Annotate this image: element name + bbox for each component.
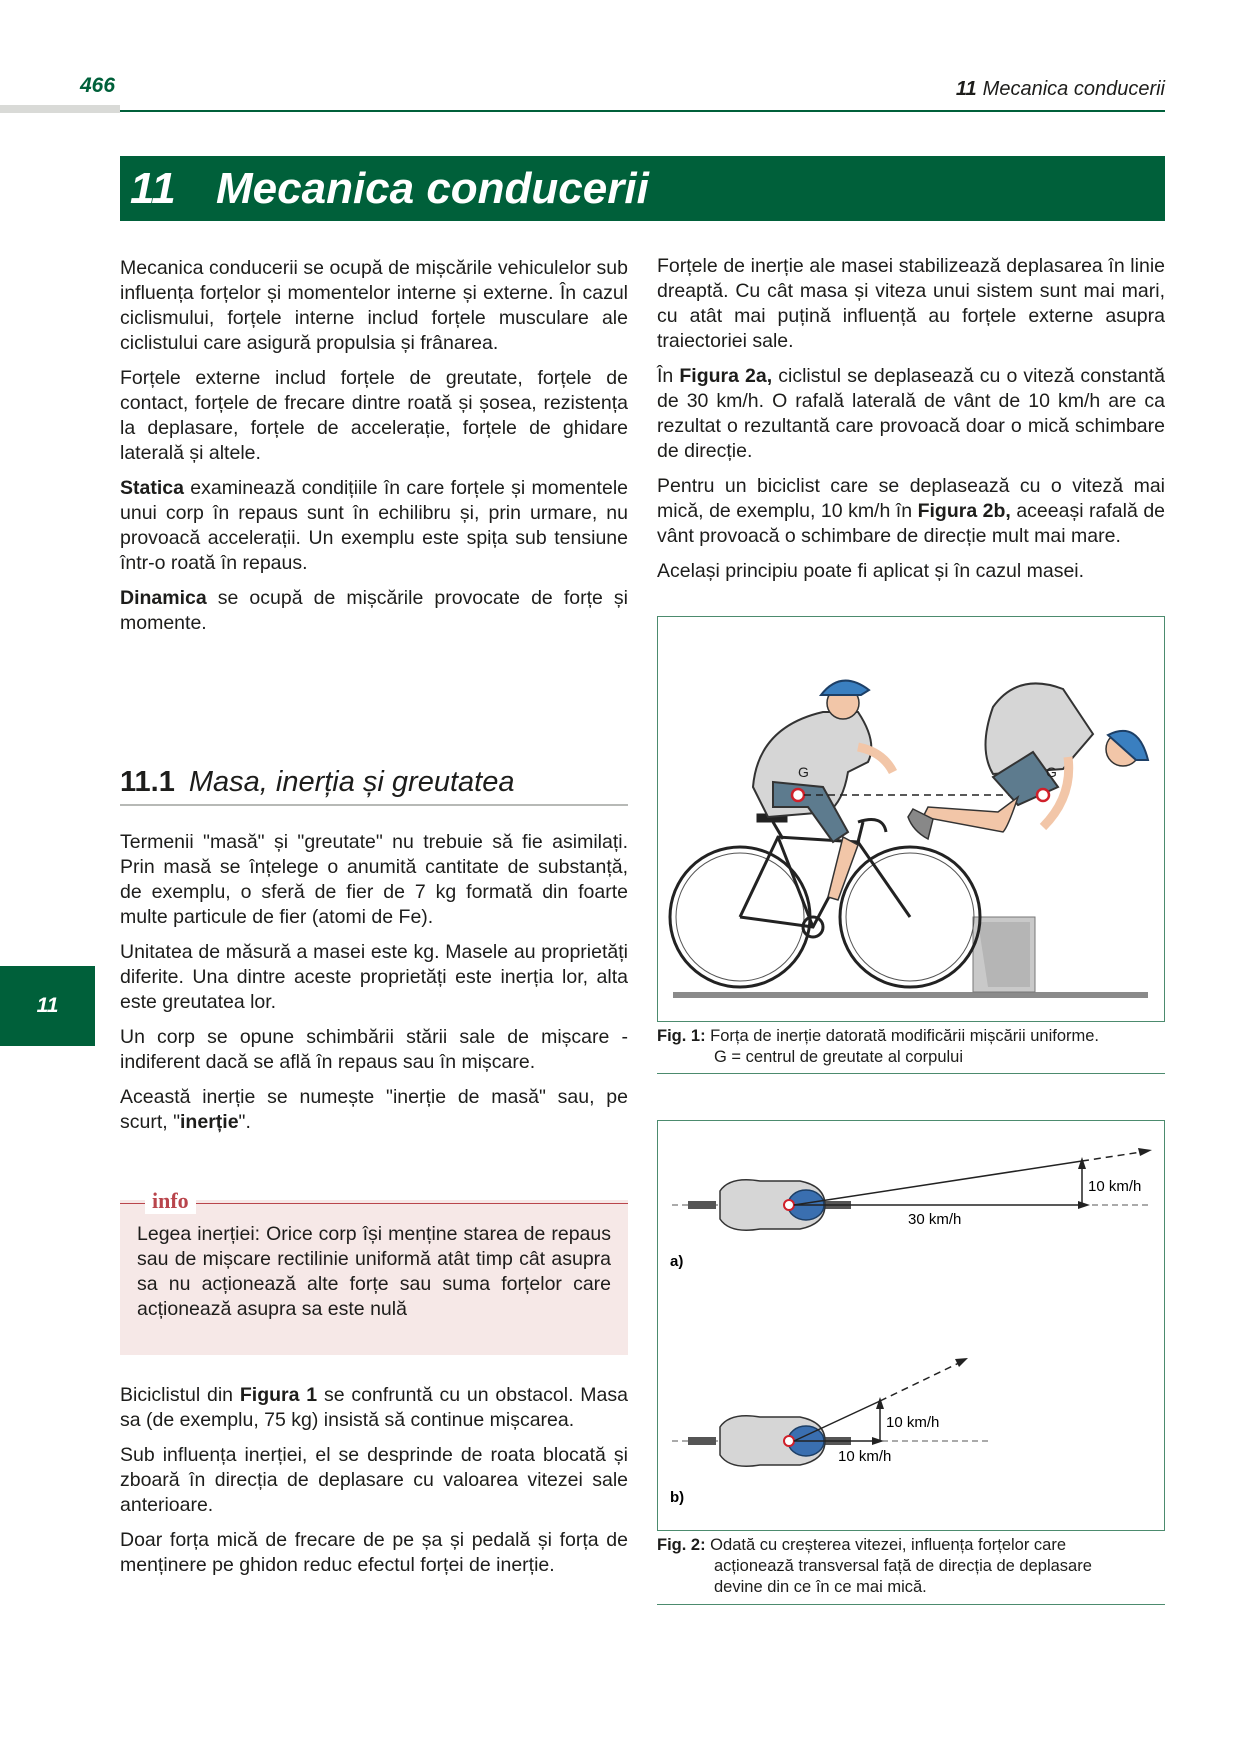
caption-text: acționează transversal față de direcția de deplasare [714, 1557, 1092, 1575]
header-rule [120, 110, 1165, 112]
chapter-number: 11 [130, 164, 176, 213]
info-label: info [145, 1188, 196, 1214]
wind-vector-diagrams [658, 1121, 1164, 1530]
paragraph: Mecanica conducerii se ocupă de mișcările vehiculelor sub influența forțelor și momentelor interne și externe. În cazul ciclismului, forțele interne includ forțele musculare ale ciclistului care asigură propulsia și frânarea. [120, 257, 628, 354]
paragraph-text: Această inerție se numește "inerție de masă" sau, pe scurt, " [120, 1086, 628, 1133]
chapter-side-tab: 11 [0, 966, 95, 1046]
term-inertie: inerție [180, 1111, 239, 1133]
lower-left-text [120, 1383, 628, 1588]
paragraph [657, 474, 1165, 549]
speed-label-b: 10 km/h [838, 1448, 892, 1465]
paragraph-text: se ocupă de mișcările provocate de forțe și momente. [120, 587, 628, 634]
paragraph [120, 1383, 628, 1433]
figure-1-caption [657, 1026, 1165, 1068]
wind-label-a: 10 km/h [1088, 1178, 1142, 1195]
figure-reference: Figura 2a, [679, 365, 773, 387]
resultant-vector-a [794, 1161, 1082, 1205]
arrow-head [1078, 1201, 1090, 1209]
figure-reference: Figura 2b, [917, 500, 1011, 522]
left-intro-text [120, 256, 628, 646]
paragraph [120, 476, 628, 576]
wind-label-b: 10 km/h [886, 1414, 940, 1431]
bicycle [670, 815, 980, 987]
center-of-gravity-marker [1037, 789, 1049, 801]
paragraph: Doar forța mică de frecare de pe șa și pedală și forța de menținere pe ghidon reduc efectul forței de inerție. [120, 1529, 628, 1576]
cyclist-obstacle-illustration [658, 617, 1164, 1021]
figure-2-caption [657, 1535, 1165, 1598]
term-dinamica: Dinamica [120, 587, 207, 609]
term-statica: Statica [120, 477, 184, 499]
caption-text: Odată cu creșterea vitezei, influența forțelor care [705, 1536, 1067, 1554]
paragraph [657, 364, 1165, 464]
paragraph: Un corp se opune schimbării stării sale de mișcare - indiferent dacă se află în repaus sau în mișcare. [120, 1026, 628, 1073]
resultant-extension-b [880, 1361, 963, 1401]
g-label-left: G [798, 764, 809, 780]
figure-2-label: Fig. 2: [657, 1536, 706, 1554]
section-heading [120, 764, 628, 806]
figure-1 [657, 616, 1165, 1022]
arrow-head [955, 1358, 968, 1367]
figure-1-label: Fig. 1: [657, 1027, 706, 1045]
info-text: Legea inerției: Orice corp își menține starea de repaus sau de mișcare rectilinie uniformă atât timp cât asupra sa nu acționează alte forțe sau suma forțelor care acționează asupra sa este nulă [137, 1223, 611, 1320]
section-text [120, 830, 628, 1145]
paragraph-text: ". [238, 1111, 251, 1133]
center-of-gravity-marker [792, 789, 804, 801]
info-rule [120, 1203, 628, 1204]
rider-thrown [908, 683, 1148, 839]
running-chapter-number: 11 [955, 78, 977, 100]
paragraph-text: aceeași rafală de vânt provoacă o schimbare de direcție mult mai mare. [657, 500, 1166, 547]
figure-2 [657, 1120, 1165, 1531]
header-grey-bar [0, 105, 120, 113]
speed-label-a: 30 km/h [908, 1211, 962, 1228]
section-title: Masa, inerția și greutatea [188, 766, 515, 798]
panel-label-a: a) [670, 1253, 684, 1270]
paragraph: Forțele de inerție ale masei stabilizează deplasarea în linie dreaptă. Cu cât masa și viteza unui sistem sunt mai mari, cu atât mai puțină influență au forțele externe asupra traiectoriei sale. [657, 255, 1165, 352]
rider-riding [753, 681, 893, 900]
paragraph: Același principiu poate fi aplicat și în cazul masei. [657, 560, 1085, 582]
paragraph: Unitatea de măsură a masei este kg. Masele au proprietăți diferite. Una dintre aceste proprietăți este inerția lor, alta este greutatea lor. [120, 941, 628, 1013]
section-number: 11.1 [120, 766, 175, 798]
page-number: 466 [80, 74, 116, 97]
paragraph [120, 586, 628, 636]
arrow-head [872, 1437, 884, 1445]
paragraph-text: ciclistul se deplasează cu o viteză constantă de 30 km/h. O rafală laterală de vânt de 10 km/h are ca rezultat o rezultantă care provoacă doar o mică schimbare de direcție. [657, 365, 1165, 462]
figure-reference: Figura 1 [239, 1384, 318, 1406]
paragraph-text: examinează condițiile în care forțele și momentele unui corp în repaus sunt în echilibru și, prin urmare, nu provoacă accelerații. Un exemplu este spița sub tensiune într-o roată în repaus. [120, 477, 628, 574]
caption-text: Forța de inerție datorată modificării mișcării uniforme. [705, 1027, 1099, 1045]
paragraph-text: Biciclistul din [120, 1384, 240, 1406]
running-header [956, 78, 1165, 101]
resultant-extension-a [1082, 1151, 1148, 1161]
caption-text: devine din ce în ce mai mică. [714, 1578, 927, 1596]
arrow-head [1138, 1148, 1152, 1156]
paragraph: Forțele externe includ forțele de greutate, forțele de contact, forțele de frecare dintre roată și șosea, rezistența la deplasare, forțele de accelerație, forțele de ghidare laterală și altele. [120, 367, 628, 464]
running-chapter-title: Mecanica conducerii [982, 78, 1165, 100]
ground [673, 992, 1148, 998]
paragraph-text: În [657, 365, 680, 387]
chapter-title: Mecanica conducerii [216, 164, 649, 213]
right-text [657, 254, 1165, 594]
caption-rule [657, 1604, 1165, 1605]
paragraph: Sub influența inerției, el se desprinde de roata blocată și zboară în direcția de deplasare cu valoarea vitezei sale anterioare. [120, 1444, 628, 1516]
g-label-right: G [1046, 764, 1057, 780]
paragraph [120, 1085, 628, 1135]
paragraph-text: Pentru un biciclist care se deplasează cu o viteză mai mică, de exemplu, 10 km/h în [657, 475, 1165, 522]
paragraph: Termenii "masă" și "greutate" nu trebuie să fie asimilați. Prin masă se înțelege o anumită cantitate de substanță, de exemplu, o sferă de fier de 7 kg formată din foarte multe particule de fier (atomi de Fe). [120, 831, 628, 928]
caption-rule [657, 1073, 1165, 1074]
chapter-banner [120, 156, 1165, 221]
arrow-head [1078, 1157, 1086, 1169]
paragraph-text: se confruntă cu un obstacol. Masa sa (de exemplu, 75 kg) insistă să continue mișcarea. [120, 1384, 628, 1431]
caption-text: G = centrul de greutate al corpului [714, 1048, 964, 1066]
panel-label-b: b) [670, 1489, 685, 1506]
